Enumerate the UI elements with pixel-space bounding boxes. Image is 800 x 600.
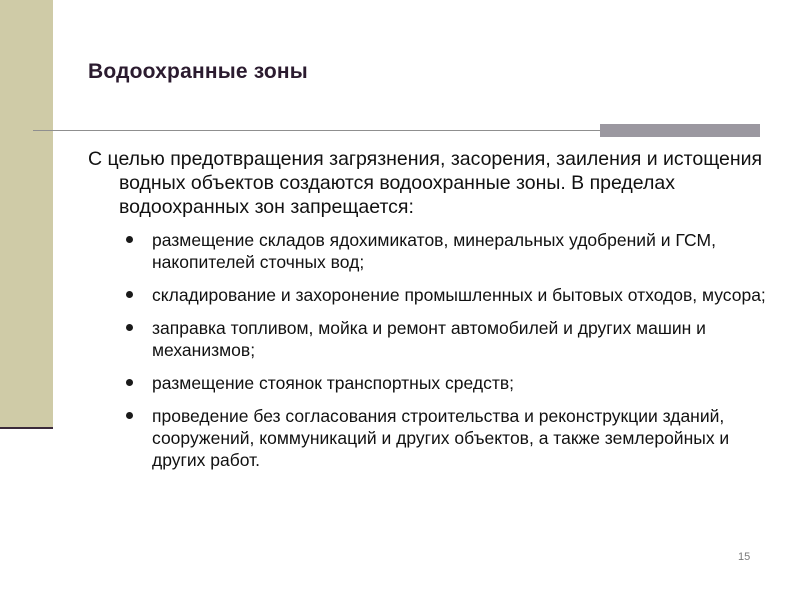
bullet-text: размещение складов ядохимикатов, минеральных удобрений и ГСМ, накопителей сточных вод; [152, 230, 716, 272]
bullet-list [88, 229, 768, 471]
left-decorative-band [0, 0, 53, 427]
page-number: 15 [738, 551, 751, 563]
bullet-text: заправка топливом, мойка и ремонт автомобилей и других машин и механизмов; [152, 318, 706, 360]
bullet-item [124, 284, 768, 306]
intro-paragraph: С целью предотвращения загрязнения, засорения, заиления и истощения водных объектов создаются водоохранные зоны. В пределах водоохранных зон запрещается: [88, 148, 763, 218]
slide-title: Водоохранные зоны [88, 60, 308, 83]
bullet-item [124, 405, 768, 471]
left-band-rule [0, 427, 53, 429]
bullet-dot-icon [126, 379, 133, 386]
bullet-dot-icon [126, 291, 133, 298]
slide-content [88, 147, 768, 482]
bullet-dot-icon [126, 412, 133, 419]
bullet-text: проведение без согласования строительства и реконструкции зданий, сооружений, коммуникаций и других объектов, а также землеройных и других работ. [152, 406, 730, 470]
bullet-text: размещение стоянок транспортных средств; [152, 373, 515, 393]
bullet-dot-icon [126, 324, 133, 331]
bullet-item [124, 372, 768, 394]
title-divider-block [600, 124, 760, 137]
bullet-dot-icon [126, 236, 133, 243]
bullet-item [124, 229, 768, 273]
bullet-item [124, 317, 768, 361]
bullet-text: складирование и захоронение промышленных и бытовых отходов, мусора; [152, 285, 766, 305]
